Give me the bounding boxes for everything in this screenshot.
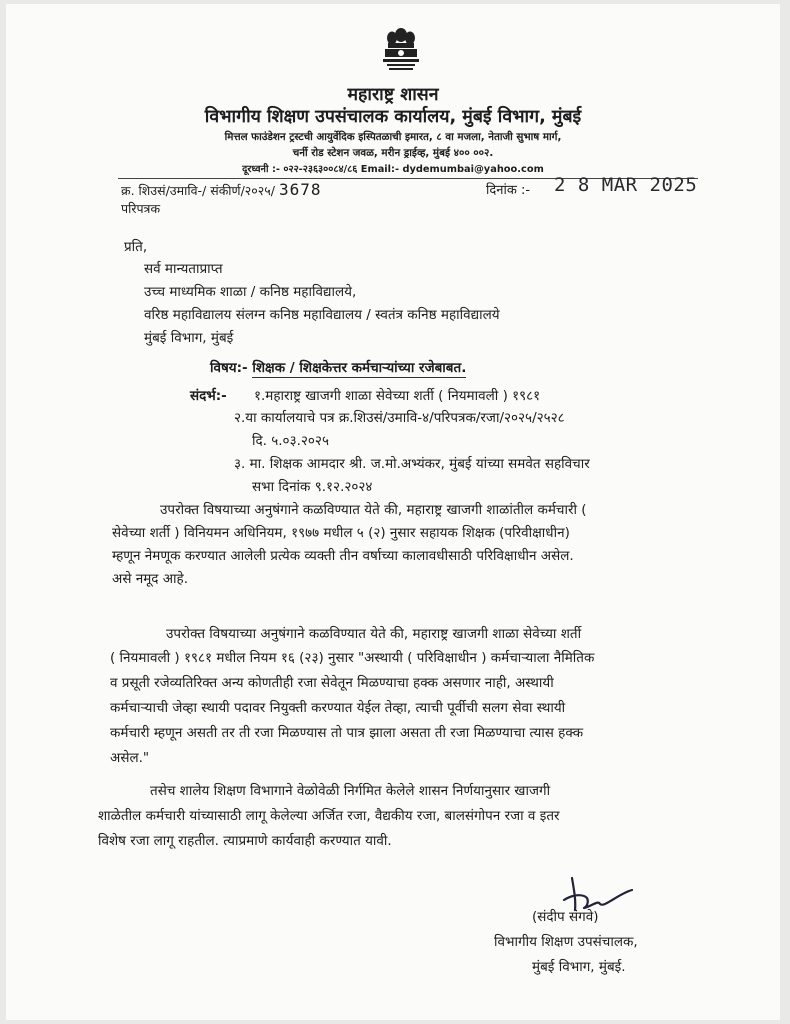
paragraph-2-line: असेल."	[110, 750, 150, 766]
contact-line: दूरध्वनी :- ०२२-२३६३००८४/८६ Email:- dydemumbai@yahoo.com	[242, 164, 544, 175]
paragraph-2-line: व प्रसूती रजेव्यतिरिक्त अन्य कोणतीही रजा सेवेतून मिळण्याचा हक्क असणार नाही, अस्थायी	[110, 675, 554, 691]
subject-label: विषय:-	[210, 360, 248, 376]
reference-number	[121, 180, 322, 199]
reference-item: २.या कार्यालयाचे पत्र क्र.शिउसं/उमावि-४/परिपत्रक/रजा/२०२५/२५२८	[234, 410, 565, 426]
document-type: परिपत्रक	[121, 201, 161, 216]
addressee-line: वरिष्ठ महाविद्यालय संलग्न कनिष्ठ महाविद्यालय / स्वतंत्र कनिष्ठ महाविद्यालये	[144, 307, 500, 323]
paragraph-3-line: विशेष रजा लागू राहतील. त्याप्रमाणे कार्यवाही करण्यात यावी.	[98, 833, 392, 849]
document-page	[6, 4, 780, 1020]
signatory-name: (संदीप संगवे)	[532, 909, 599, 925]
signatory-place: मुंबई विभाग, मुंबई.	[532, 959, 626, 975]
paragraph-2-line: उपरोक्त विषयाच्या अनुषंगाने कळविण्यात येते की, महाराष्ट्र खाजगी शाळा सेवेच्या शर्ती	[166, 626, 582, 642]
paragraph-1-line: सेवेच्या शर्ती ) विनियमन अधिनियम, १९७७ मधील ५ (२) नुसार सहायक शिक्षक (परिवीक्षाधीन)	[112, 525, 570, 541]
reference-item: सभा दिनांक ९.१२.२०२४	[252, 479, 373, 495]
addressee-line: मुंबई विभाग, मुंबई	[144, 330, 234, 346]
paragraph-2-line: कर्मचारी म्हणून असती तर ती रजा मिळण्यास तो पात्र झाला असता ती रजा मिळण्याचा त्यास हक्क	[110, 725, 584, 741]
paragraph-3-line: तसेच शालेय शिक्षण विभागाने वेळोवेळी निर्गमित केलेले शासन निर्णयानुसार खाजगी	[150, 783, 551, 799]
date-label: दिनांक :-	[486, 183, 531, 198]
date-stamp: 2 8 MAR 2025	[554, 174, 698, 196]
reference-item: ३. मा. शिक्षक आमदार श्री. ज.मो.अभ्यंकर, मुंबई यांच्या समवेत सहविचार	[234, 456, 590, 472]
signatory-designation: विभागीय शिक्षण उपसंचालक,	[494, 934, 638, 950]
subject-line	[210, 358, 466, 376]
references-label: संदर्भ:-	[190, 388, 227, 404]
office-address-line-1: मित्तल फाउंडेशन ट्रस्टची आयुर्वेदिक इस्पितळाची इमारत, ८ वा मजला, नेताजी सुभाष मार्ग,	[224, 131, 562, 143]
addressee-to: प्रति,	[124, 239, 148, 255]
paragraph-1-line: उपरोक्त विषयाच्या अनुषंगाने कळविण्यात येते की, महाराष्ट्र खाजगी शाळांतील कर्मचारी (	[160, 502, 587, 518]
addressee-line: सर्व मान्यताप्राप्त	[144, 261, 223, 277]
state-emblem-icon	[378, 26, 424, 74]
paragraph-1-line: म्हणून नेमणूक करण्यात आलेली प्रत्येक व्यक्ती तीन वर्षाच्या कालावधीसाठी परिविक्षाधीन असेल.	[112, 548, 574, 564]
paragraph-1-line: असे नमूद आहे.	[112, 571, 189, 587]
government-title: महाराष्ट्र शासन	[347, 85, 439, 105]
reference-prefix: क्र. शिउसं/उमावि-/ संकीर्ण/२०२५/	[121, 183, 275, 198]
paragraph-2-line: ( नियमावली ) १९८१ मधील नियम १६ (२३) नुसार "अस्थायी ( परिविक्षाधीन ) कर्मचाऱ्याला नैमितिक	[110, 650, 595, 666]
paragraph-3-line: शाळेतील कर्मचारी यांच्यासाठी लागू केलेल्या अर्जित रजा, वैद्यकीय रजा, बालसंगोपन रजा व इतर	[98, 808, 560, 824]
reference-handwritten-number: 3678	[279, 180, 322, 199]
reference-item: दि. ५.०३.२०२५	[252, 433, 329, 449]
addressee-line: उच्च माध्यमिक शाळा / कनिष्ठ महाविद्यालये,	[144, 284, 357, 300]
subject-text: शिक्षक / शिक्षकेत्तर कर्मचाऱ्यांच्या रजेबाबत.	[252, 360, 467, 376]
office-address-line-2: चर्नी रोड स्टेशन जवळ, मरीन ड्राईव्ह, मुंबई ४०० ००२.	[292, 147, 494, 159]
paragraph-2-line: कर्मचाऱ्याची जेव्हा स्थायी पदावर नियुक्ती करण्यात येईल तेव्हा, त्याची पूर्वीची सलग सेवा स्थायी	[110, 700, 566, 716]
office-name: विभागीय शिक्षण उपसंचालक कार्यालय, मुंबई विभाग, मुंबई	[204, 107, 582, 127]
reference-item: १.महाराष्ट्र खाजगी शाळा सेवेच्या शर्ती ( नियमावली ) १९८१	[254, 388, 541, 404]
